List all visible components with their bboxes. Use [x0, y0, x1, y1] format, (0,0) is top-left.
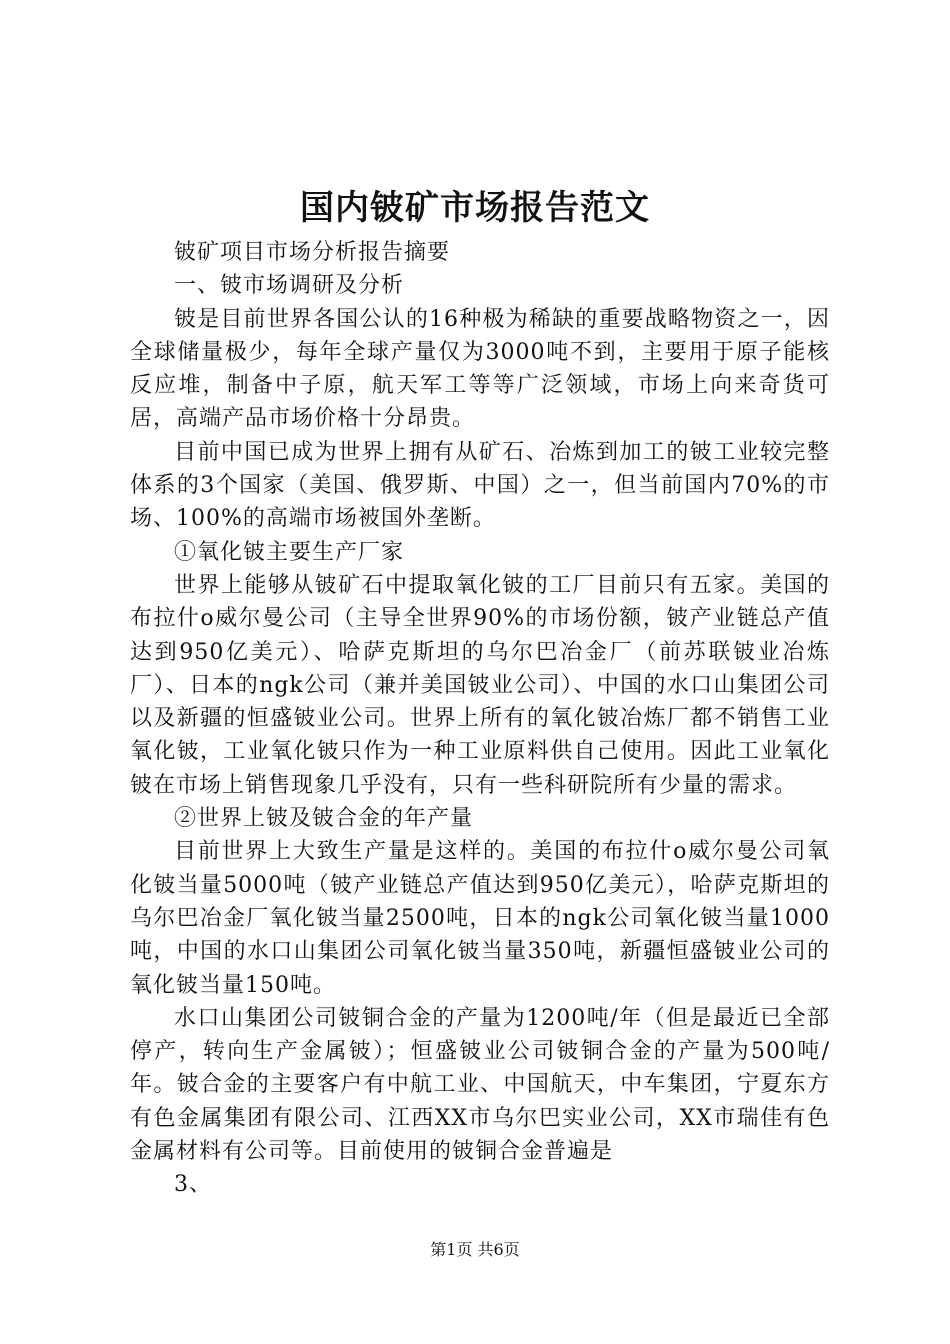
- page-footer: 第1页 共6页: [430, 1240, 520, 1259]
- paragraph: 目前中国已成为世界上拥有从矿石、冶炼到加工的铍工业较完整体系的3个国家（美国、俄罗斯、中国）之一，但当前国内70%的市场、100%的高端市场被国外垄断。: [130, 439, 830, 532]
- paragraph: 铍是目前世界各国公认的16种极为稀缺的重要战略物资之一，因全球储量极少，每年全球产量仅为3000吨不到，主要用于原子能核反应堆，制备中子原，航天军工等等广泛领域，市场上向来奇货可居，高端产品市场价格十分昂贵。: [130, 306, 830, 432]
- document-body: [130, 236, 830, 1202]
- paragraph: 目前世界上大致生产量是这样的。美国的布拉什o威尔曼公司氧化铍当量5000吨（铍产业链总产值达到950亿美元），哈萨克斯坦的乌尔巴冶金厂氧化铍当量2500吨，日本的ngk公司氧化铍当量1000吨，中国的水口山集团公司氧化铍当量350吨，新疆恒盛铍业公司的氧化铍当量150吨。: [130, 839, 830, 998]
- paragraph: 世界上能够从铍矿石中提取氧化铍的工厂目前只有五家。美国的布拉什o威尔曼公司（主导全世界90%的市场份额，铍产业链总产值达到950亿美元）、哈萨克斯坦的乌尔巴冶金厂（前苏联铍业冶炼厂）、日本的ngk公司（兼并美国铍业公司）、中国的水口山集团公司以及新疆的恒盛铍业公司。世界上所有的氧化铍冶炼厂都不销售工业氧化铍，工业氧化铍只作为一种工业原料供自己使用。因此工业氧化铍在市场上销售现象几乎没有，只有一些科研院所有少量的需求。: [130, 572, 830, 798]
- document-title: 国内铍矿市场报告范文: [300, 188, 650, 228]
- paragraph-section-heading: 一、铍市场调研及分析: [174, 273, 405, 299]
- paragraph-subheading: ②世界上铍及铍合金的年产量: [174, 806, 474, 832]
- paragraph: 水口山集团公司铍铜合金的产量为1200吨/年（但是最近已全部停产，转向生产金属铍）；恒盛铍业公司铍铜合金的产量为500吨/年。铍合金的主要客户有中航工业、中国航天，中车集团，宁夏东方有色金属集团有限公司、江西XX市乌尔巴实业公司，XX市瑞佳有色金属材料有公司等。目前使用的铍铜合金普遍是: [130, 1005, 830, 1165]
- paragraph: 3、: [174, 1172, 212, 1198]
- paragraph-summary-heading: 铍矿项目市场分析报告摘要: [174, 240, 451, 265]
- paragraph-subheading: ①氧化铍主要生产厂家: [174, 539, 405, 565]
